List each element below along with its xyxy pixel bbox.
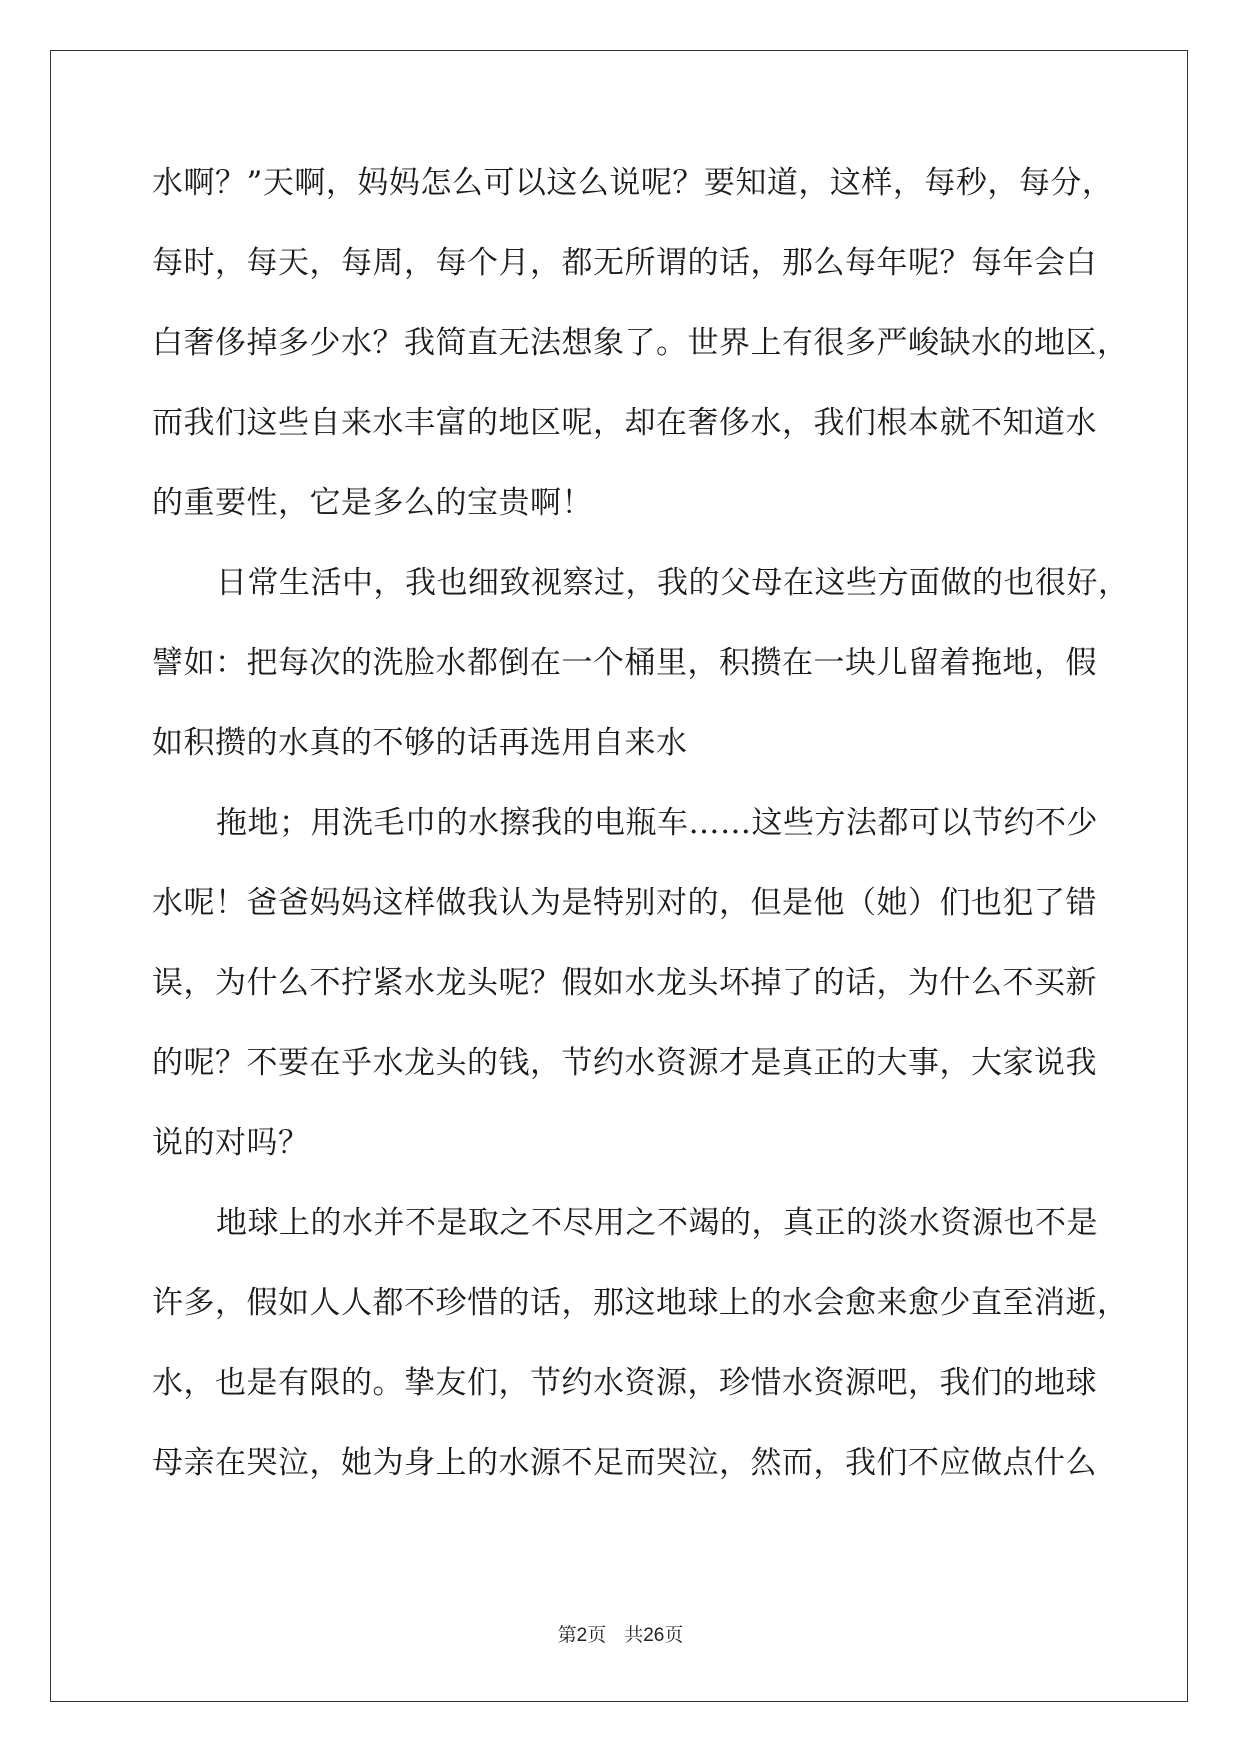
text-line: 每时，每天，每周，每个月，都无所谓的话，那么每年呢？每年会白: [152, 245, 1097, 281]
text-line: 误，为什么不拧紧水龙头呢？假如水龙头坏掉了的话，为什么不买新: [152, 965, 1097, 1001]
document-body: [152, 163, 1130, 1523]
text-line: 许多，假如人人都不珍惜的话，那这地球上的水会愈来愈少直至消逝，: [152, 1285, 1129, 1321]
text-line: 如积攒的水真的不够的话再选用自来水: [152, 725, 688, 761]
total-pages: 26: [643, 1625, 665, 1646]
text-line: 母亲在哭泣，她为身上的水源不足而哭泣，然而，我们不应做点什么: [152, 1445, 1097, 1481]
text-line: 水啊？”天啊，妈妈怎么可以这么说呢？要知道，这样，每秒，每分，: [152, 165, 1114, 201]
text-line: 水呢！爸爸妈妈这样做我认为是特别对的，但是他（她）们也犯了错: [152, 885, 1097, 921]
text-line: 的重要性，它是多么的宝贵啊！: [152, 485, 593, 521]
text-line: 说的对吗？: [152, 1125, 310, 1161]
text-line: 的呢？不要在乎水龙头的钱，节约水资源才是真正的大事，大家说我: [152, 1045, 1097, 1081]
paragraph-start-line: 日常生活中，我也细致视察过，我的父母在这些方面做的也很好，: [216, 565, 1130, 601]
total-suffix: 页: [664, 1624, 684, 1646]
text-line: 水，也是有限的。挚友们，节约水资源，珍惜水资源吧，我们的地球: [152, 1365, 1097, 1401]
page-prefix: 第: [557, 1624, 577, 1646]
paragraph-start-line: 地球上的水并不是取之不尽用之不竭的，真正的淡水资源也不是: [216, 1205, 1098, 1241]
total-prefix: 共: [624, 1624, 644, 1646]
page-suffix: 页: [587, 1624, 607, 1646]
text-line: 而我们这些自来水丰富的地区呢，却在奢侈水，我们根本就不知道水: [152, 405, 1097, 441]
text-line: 譬如：把每次的洗脸水都倒在一个桶里，积攒在一块儿留着拖地，假: [152, 645, 1097, 681]
page-footer: [0, 1620, 1241, 1647]
text-line: 白奢侈掉多少水？我简直无法想象了。世界上有很多严峻缺水的地区，: [152, 325, 1129, 361]
page-number: 2: [576, 1625, 588, 1646]
paragraph-start-line: 拖地；用洗毛巾的水擦我的电瓶车……这些方法都可以节约不少: [216, 805, 1098, 841]
